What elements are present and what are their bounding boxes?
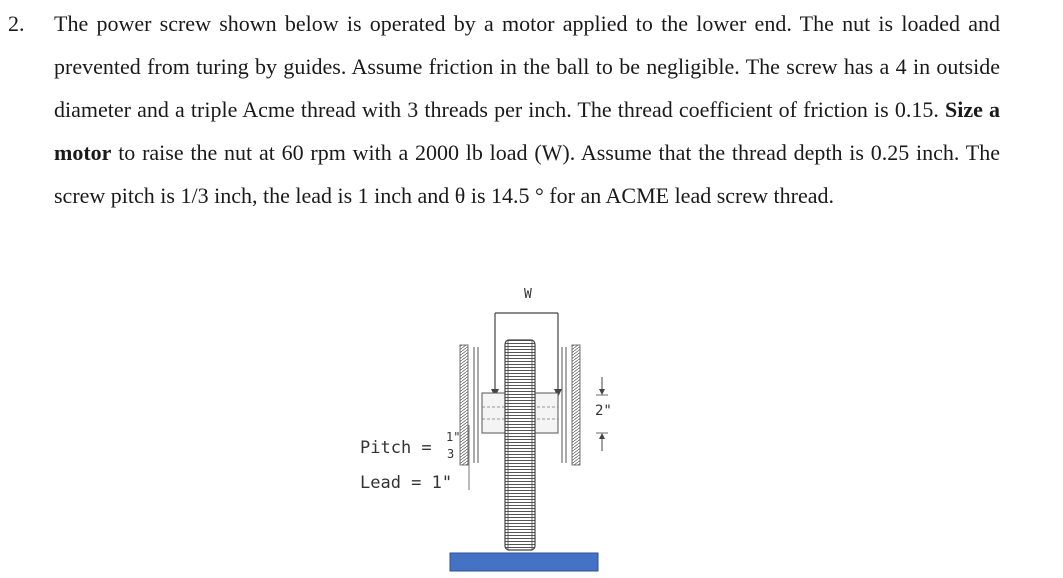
question-text: [54, 2, 1000, 217]
load-label: W: [524, 287, 532, 302]
power-screw-diagram: [350, 285, 640, 578]
pitch-denominator: 3: [447, 447, 455, 461]
screw-shaft: [505, 340, 535, 550]
dimension-label: 2": [595, 403, 612, 419]
question-number: 2.: [8, 11, 25, 36]
question-bold-instruction: Size a motor: [54, 97, 1000, 165]
question-text-part1: The power screw shown below is operated by a motor applied to the lower end. The nut is loaded and prevented from turing by guides. Assume friction in the ball to be negligible. The screw has a 4 in outside diameter and a triple Acme thread with 3 threads per inch. The thread coefficient of friction is 0.15.: [54, 11, 1000, 122]
question-text-part2: to raise the nut at 60 rpm with a 2000 lb load (W). Assume that the thread depth is 0.25 inch. The screw pitch is 1/3 inch, the lead is 1 inch and θ is 14.5 ° for an ACME lead screw thread.: [54, 140, 1000, 208]
pitch-label: Pitch =: [360, 438, 432, 458]
power-screw-figure: [350, 285, 640, 578]
right-guide: [572, 345, 580, 465]
base-plate: [450, 553, 598, 571]
left-guide: [460, 345, 468, 465]
lead-label: Lead = 1": [360, 473, 453, 493]
pitch-numerator: 1": [446, 430, 461, 444]
